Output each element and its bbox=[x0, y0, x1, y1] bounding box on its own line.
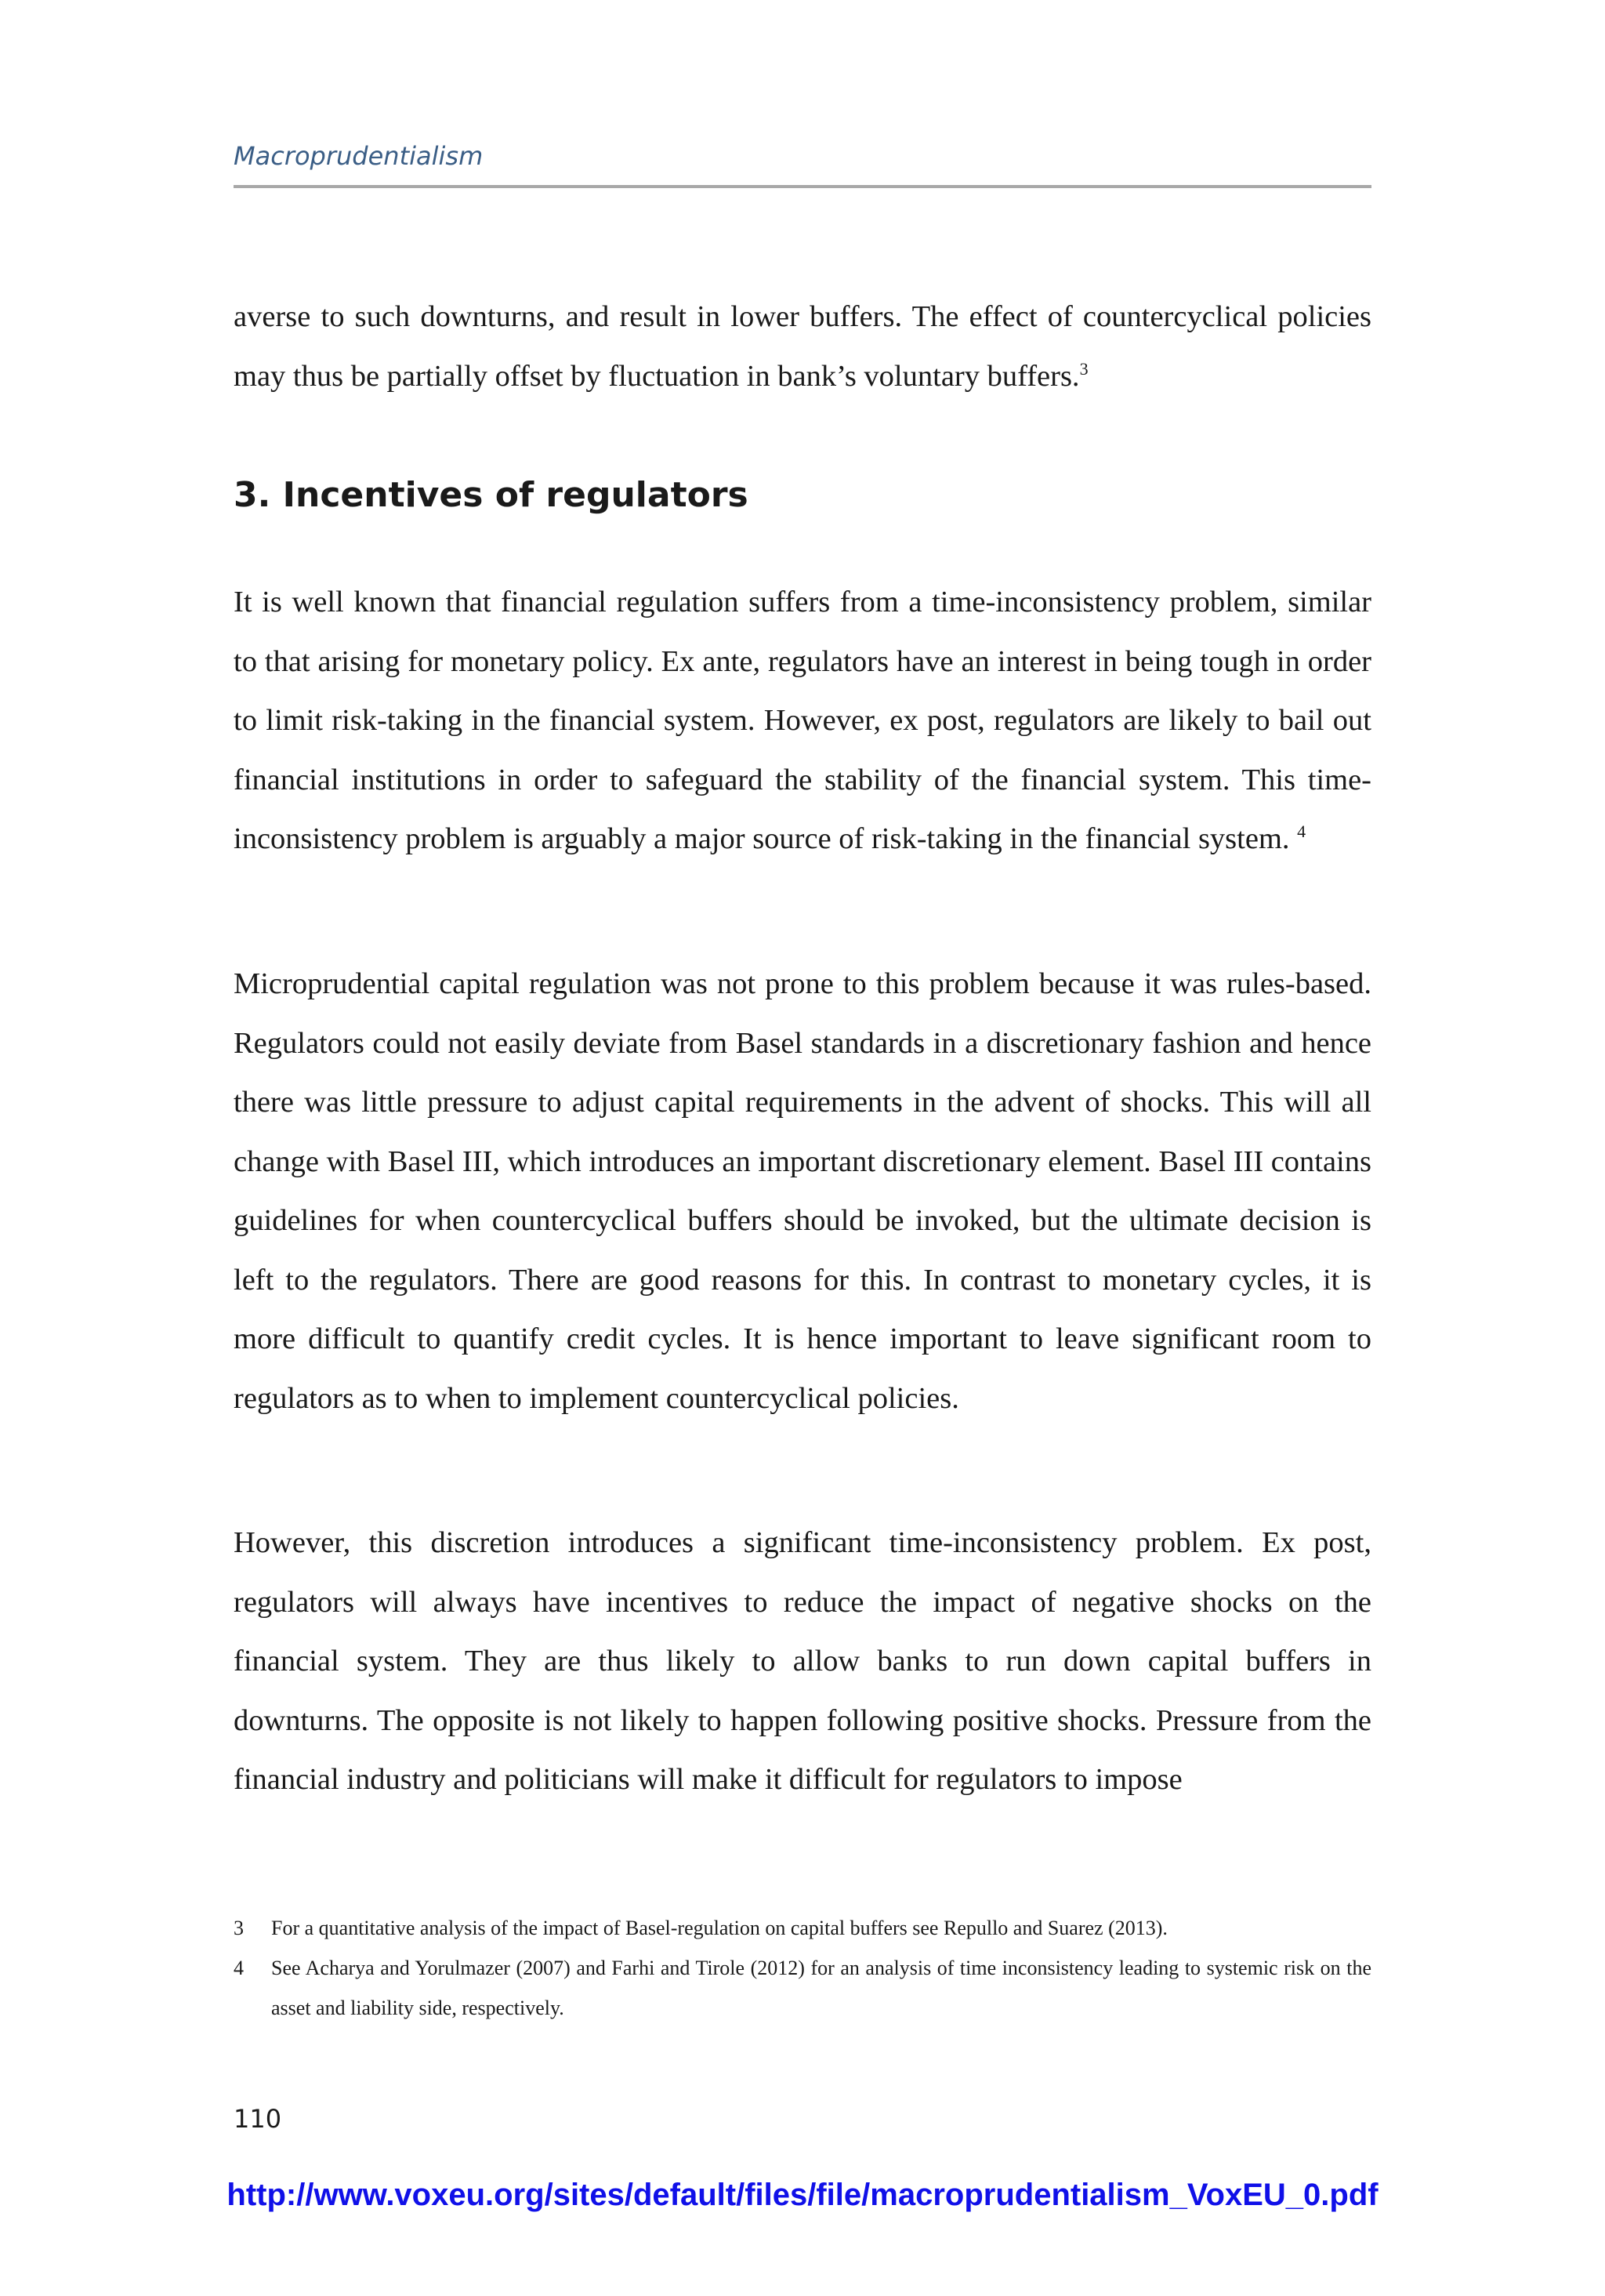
paragraph-time-inconsistency bbox=[234, 573, 1371, 872]
footnote-ref-3[interactable]: 3 bbox=[1079, 358, 1089, 379]
footnote-3 bbox=[234, 1908, 1371, 1948]
source-url-link[interactable]: http://www.voxeu.org/sites/default/files/file/macroprudentialism_VoxEU_0.pdf bbox=[226, 2178, 1379, 2212]
footnote-ref-4[interactable]: 4 bbox=[1297, 822, 1306, 841]
header-rule bbox=[234, 185, 1371, 188]
running-head: Macroprudentialism bbox=[234, 141, 484, 171]
paragraph-text: It is well known that financial regulation suffers from a time-inconsistency problem, similar to that arising for monetary policy. Ex ante, regulators have an interest in being tough in order to limit risk-taking in the financial system. However, ex post, regulators are likely to bail out financial institutions in order to safeguard the stability of the financial system. This time-inconsistency problem is arguably a major source of risk-taking in the financial system. bbox=[234, 586, 1371, 855]
section-heading: 3. Incentives of regulators bbox=[234, 475, 748, 515]
footnote-text: For a quantitative analysis of the impact of Basel-regulation on capital buffers see Repullo and Suarez (2013). bbox=[271, 1917, 1168, 1939]
footnotes bbox=[234, 1908, 1371, 2028]
footnote-number: 4 bbox=[234, 1957, 244, 1979]
paragraph-microprudential: Microprudential capital regulation was not prone to this problem because it was rules-based. Regulators could not easily deviate from Basel standards in a discretionary fashion and hence there was little pressure to adjust capital requirements in the advent of shocks. This will all change with Basel III, which introduces an important discretionary element. Basel III contains guidelines for when countercyclical buffers should be invoked, but the ultimate decision is left to the regulators. There are good reasons for this. In contrast to monetary cycles, it is more difficult to quantify credit cycles. It is hence important to leave significant room to regulators as to when to implement countercyclical policies. bbox=[234, 967, 1371, 1415]
paragraph-continued bbox=[234, 288, 1371, 409]
footnote-text: See Acharya and Yorulmazer (2007) and Farhi and Tirole (2012) for an analysis of time inconsistency leading to systemic risk on the asset and liability side, respectively. bbox=[271, 1957, 1371, 2019]
page-number: 110 bbox=[234, 2104, 282, 2134]
footnote-4 bbox=[234, 1948, 1371, 2028]
paragraph-text: averse to such downturns, and result in lower buffers. The effect of countercyclical policies may thus be partially offset by fluctuation in bank’s voluntary buffers. bbox=[234, 300, 1371, 393]
paragraph-discretion: However, this discretion introduces a significant time-inconsistency problem. Ex post, regulators will always have incentives to reduce the impact of negative shocks on the financial system. They are thus likely to allow banks to run down capital buffers in downturns. The opposite is not likely to happen following positive shocks. Pressure from the financial industry and politicians will make it difficult for regulators to impose bbox=[234, 1526, 1371, 1796]
footnote-number: 3 bbox=[234, 1917, 244, 1939]
